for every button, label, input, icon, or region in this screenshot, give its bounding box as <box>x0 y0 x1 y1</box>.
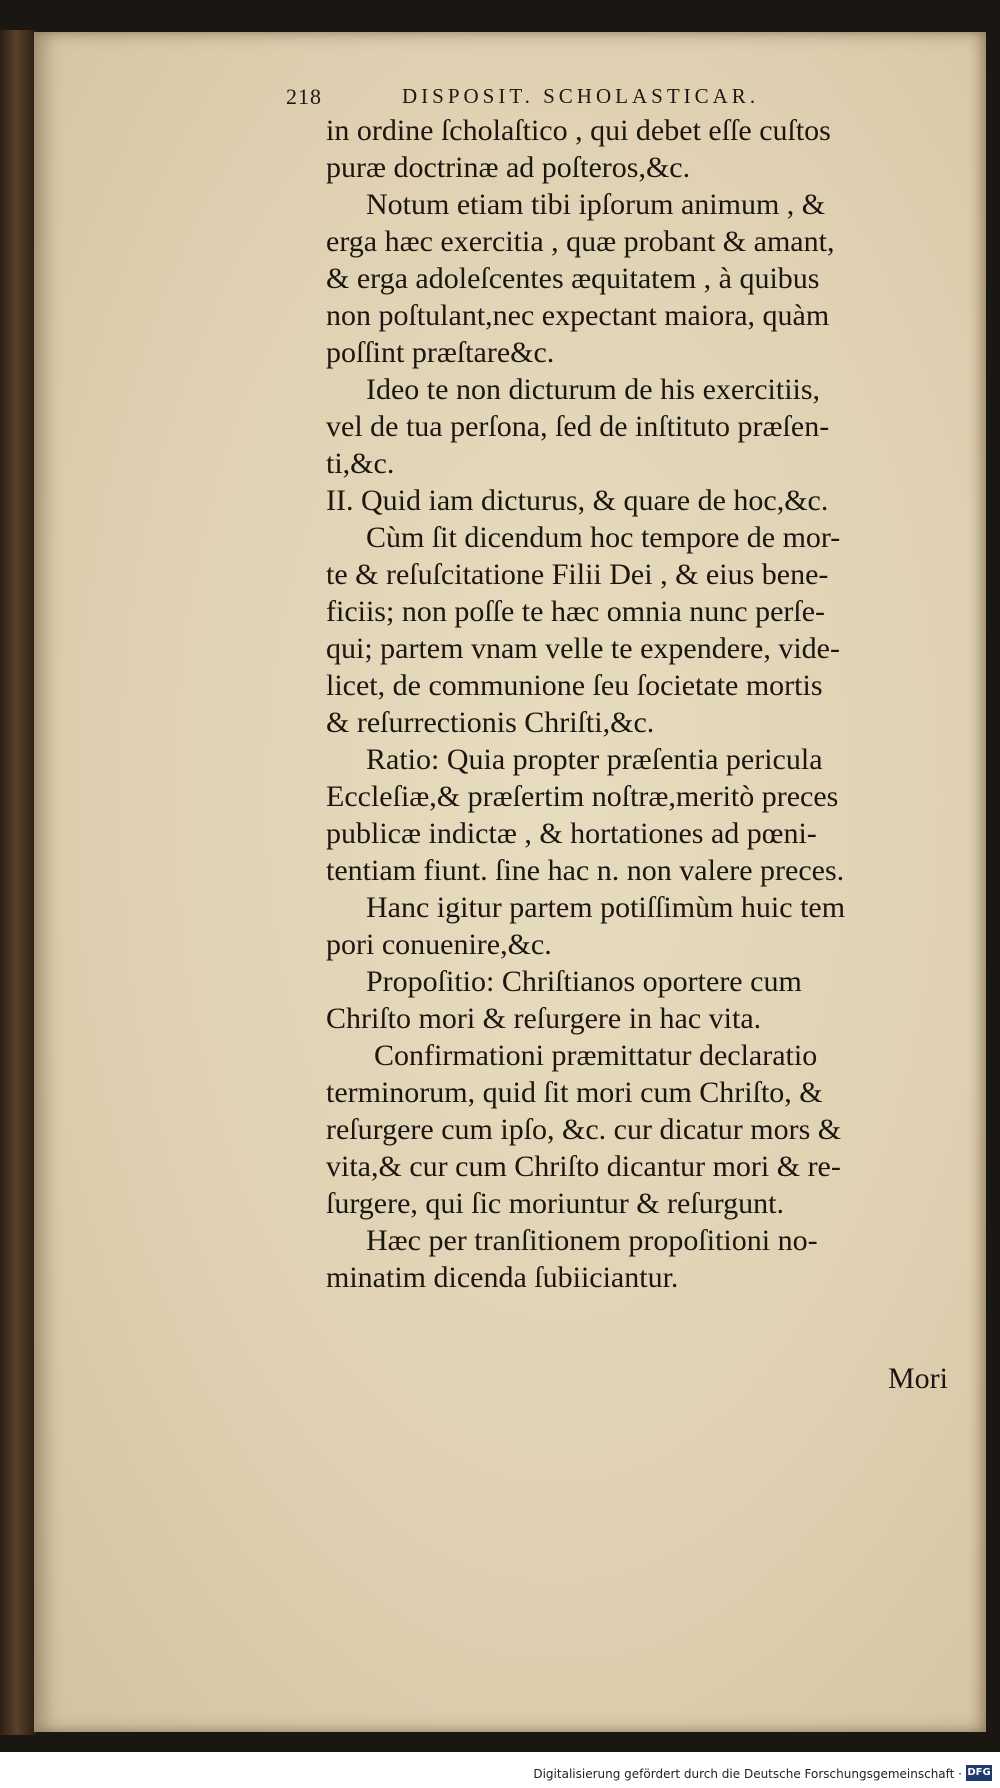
text-line: qui; partem vnam velle te expendere, vide- <box>326 632 840 665</box>
text-line: & reſurrectionis Chriſti,&c. <box>326 706 655 739</box>
dfg-logo-icon: DFG <box>966 1765 992 1781</box>
text-line: ſurgere, qui ſic moriuntur & reſurgunt. <box>326 1187 784 1220</box>
text-line: Ideo te non dicturum de his exercitiis, <box>366 373 821 406</box>
page-number: 218 <box>286 84 322 109</box>
text-line: poſſint præſtare&c. <box>326 336 555 369</box>
text-line: Notum etiam tibi ipſorum animum , & <box>366 188 826 221</box>
text-line: & erga adoleſcentes æquitatem , à quibus <box>326 262 820 295</box>
text-line: tentiam fiunt. ſine hac n. non valere preces. <box>326 854 845 887</box>
text-line: non poſtulant,nec expectant maiora, quàm <box>326 299 830 332</box>
section-heading: II. Quid iam dicturus, & quare de hoc,&c. <box>326 484 829 517</box>
digitization-footer <box>0 1752 1000 1788</box>
funding-credit: Digitalisierung gefördert durch die Deutsche Forschungsgemeinschaft · <box>533 1767 962 1781</box>
text-line: vita,& cur cum Chriſto dicantur mori & re- <box>326 1150 841 1183</box>
text-line: te & reſuſcitatione Filii Dei , & eius bene- <box>326 558 829 591</box>
text-line: Chriſto mori & reſurgere in hac vita. <box>326 1002 762 1035</box>
text-line: Propoſitio: Chriſtianos oportere cum <box>366 965 802 998</box>
catchword: Mori <box>888 1362 948 1395</box>
text-line: in ordine ſcholaſtico , qui debet eſſe cuſtos <box>326 114 831 147</box>
text-line: minatim dicenda ſubiiciantur. <box>326 1261 679 1294</box>
text-line: licet, de communione ſeu ſocietate mortis <box>326 669 823 702</box>
text-line: Cùm ſit dicendum hoc tempore de mor- <box>366 521 841 554</box>
running-title: DISPOSIT. SCHOLASTICAR. <box>402 84 760 108</box>
running-head <box>286 84 906 114</box>
book-spine <box>0 30 36 1735</box>
text-line: publicæ indictæ , & hortationes ad pœni- <box>326 817 817 850</box>
text-line: reſurgere cum ipſo, &c. cur dicatur mors & <box>326 1113 842 1146</box>
text-line: ti,&c. <box>326 447 395 480</box>
text-line: pori conuenire,&c. <box>326 928 552 961</box>
text-line: terminorum, quid ſit mori cum Chriſto, & <box>326 1076 823 1109</box>
text-line: Ratio: Quia propter præſentia pericula <box>366 743 823 776</box>
body-text <box>326 112 966 1296</box>
text-line: Hanc igitur partem potiſſimùm huic tem <box>366 891 846 924</box>
text-line: puræ doctrinæ ad poſteros,&c. <box>326 151 691 184</box>
text-line: Confirmationi præmittatur declaratio <box>374 1039 818 1072</box>
text-line: erga hæc exercitia , quæ probant & amant, <box>326 225 835 258</box>
text-line: vel de tua perſona, ſed de inſtituto præſen- <box>326 410 830 443</box>
text-line: Hæc per tranſitionem propoſitioni no- <box>366 1224 818 1257</box>
text-line: ficiis; non poſſe te hæc omnia nunc perſe- <box>326 595 826 628</box>
page-edge <box>968 32 986 1732</box>
text-line: Eccleſiæ,& præſertim noſtræ,meritò preces <box>326 780 839 813</box>
